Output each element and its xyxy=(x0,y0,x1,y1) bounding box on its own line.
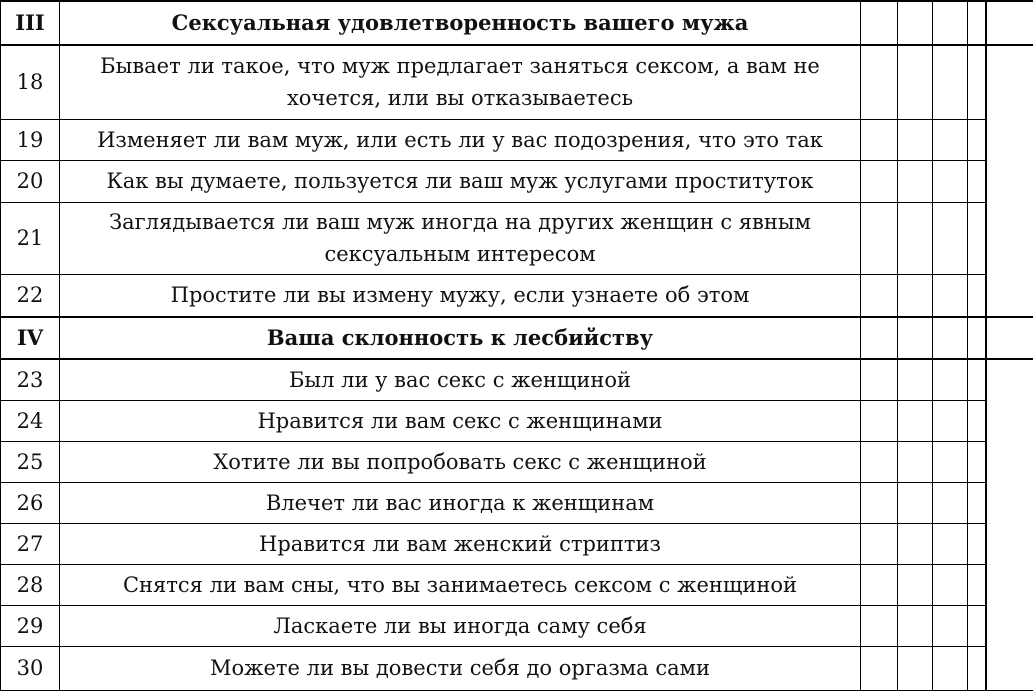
answer-cell[interactable] xyxy=(861,359,898,400)
answer-cell[interactable] xyxy=(898,274,933,317)
question-number: 21 xyxy=(1,202,60,274)
question-row xyxy=(1,400,1033,441)
answer-cell[interactable] xyxy=(968,400,986,441)
section-score-cell[interactable] xyxy=(986,45,1033,317)
question-row xyxy=(1,523,1033,564)
question-number: 29 xyxy=(1,605,60,646)
question-number: 27 xyxy=(1,523,60,564)
answer-cell[interactable] xyxy=(933,317,968,359)
question-number: 19 xyxy=(1,119,60,160)
answer-cell[interactable] xyxy=(968,482,986,523)
answer-cell[interactable] xyxy=(898,160,933,202)
section-header xyxy=(1,1,1033,45)
answer-cell[interactable] xyxy=(898,605,933,646)
answer-cell[interactable] xyxy=(861,564,898,605)
answer-cell[interactable] xyxy=(861,1,898,45)
answer-cell[interactable] xyxy=(861,317,898,359)
answer-cell[interactable] xyxy=(933,400,968,441)
question-text: Хотите ли вы попробовать секс с женщиной xyxy=(60,441,861,482)
answer-cell[interactable] xyxy=(861,400,898,441)
question-number: 28 xyxy=(1,564,60,605)
question-number: 30 xyxy=(1,646,60,690)
answer-cell[interactable] xyxy=(968,441,986,482)
section-number: IV xyxy=(1,317,60,359)
answer-cell[interactable] xyxy=(898,119,933,160)
section-score-cell[interactable] xyxy=(986,359,1033,690)
question-row xyxy=(1,45,1033,119)
question-number: 20 xyxy=(1,160,60,202)
question-row xyxy=(1,202,1033,274)
answer-cell[interactable] xyxy=(861,45,898,119)
answer-cell[interactable] xyxy=(861,202,898,274)
answer-cell[interactable] xyxy=(968,317,986,359)
answer-cell[interactable] xyxy=(898,441,933,482)
question-row xyxy=(1,160,1033,202)
answer-cell[interactable] xyxy=(898,646,933,690)
answer-cell[interactable] xyxy=(968,646,986,690)
answer-cell[interactable] xyxy=(861,482,898,523)
question-text: Бывает ли такое, что муж предлагает заняться сексом, а вам не хочется, или вы отказываетесь xyxy=(60,45,861,119)
question-number: 25 xyxy=(1,441,60,482)
answer-cell[interactable] xyxy=(861,646,898,690)
question-row xyxy=(1,441,1033,482)
answer-cell[interactable] xyxy=(933,482,968,523)
question-text: Заглядывается ли ваш муж иногда на других женщин с явным сексуальным интересом xyxy=(60,202,861,274)
section-number: III xyxy=(1,1,60,45)
answer-cell[interactable] xyxy=(861,119,898,160)
question-row xyxy=(1,564,1033,605)
question-text: Ласкаете ли вы иногда саму себя xyxy=(60,605,861,646)
section-header xyxy=(1,317,1033,359)
answer-cell[interactable] xyxy=(861,274,898,317)
question-text: Можете ли вы довести себя до оргазма сами xyxy=(60,646,861,690)
answer-cell[interactable] xyxy=(861,441,898,482)
answer-cell[interactable] xyxy=(933,119,968,160)
answer-cell[interactable] xyxy=(898,400,933,441)
question-number: 18 xyxy=(1,45,60,119)
answer-cell[interactable] xyxy=(898,482,933,523)
question-row xyxy=(1,274,1033,317)
question-row xyxy=(1,482,1033,523)
answer-cell[interactable] xyxy=(968,119,986,160)
answer-cell[interactable] xyxy=(968,160,986,202)
answer-cell[interactable] xyxy=(968,359,986,400)
answer-cell[interactable] xyxy=(968,45,986,119)
answer-cell[interactable] xyxy=(933,1,968,45)
answer-cell[interactable] xyxy=(968,202,986,274)
question-number: 26 xyxy=(1,482,60,523)
answer-cell[interactable] xyxy=(968,523,986,564)
answer-cell[interactable] xyxy=(968,274,986,317)
answer-cell[interactable] xyxy=(933,605,968,646)
answer-cell[interactable] xyxy=(898,45,933,119)
question-row xyxy=(1,646,1033,690)
answer-cell[interactable] xyxy=(898,317,933,359)
question-text: Снятся ли вам сны, что вы занимаетесь сексом с женщиной xyxy=(60,564,861,605)
question-number: 22 xyxy=(1,274,60,317)
question-text: Влечет ли вас иногда к женщинам xyxy=(60,482,861,523)
question-text: Простите ли вы измену мужу, если узнаете об этом xyxy=(60,274,861,317)
answer-cell[interactable] xyxy=(933,359,968,400)
answer-cell[interactable] xyxy=(933,441,968,482)
answer-cell[interactable] xyxy=(861,605,898,646)
question-text: Изменяет ли вам муж, или есть ли у вас подозрения, что это так xyxy=(60,119,861,160)
answer-cell[interactable] xyxy=(968,605,986,646)
question-row xyxy=(1,359,1033,400)
answer-cell[interactable] xyxy=(933,274,968,317)
answer-cell[interactable] xyxy=(898,202,933,274)
answer-cell[interactable] xyxy=(933,564,968,605)
score-cell[interactable] xyxy=(986,1,1033,45)
question-number: 23 xyxy=(1,359,60,400)
question-text: Был ли у вас секс с женщиной xyxy=(60,359,861,400)
question-text: Как вы думаете, пользуется ли ваш муж услугами проституток xyxy=(60,160,861,202)
answer-cell[interactable] xyxy=(968,1,986,45)
answer-cell[interactable] xyxy=(898,564,933,605)
answer-cell[interactable] xyxy=(933,45,968,119)
answer-cell[interactable] xyxy=(933,646,968,690)
section-title: Сексуальная удовлетворенность вашего мужа xyxy=(60,1,861,45)
answer-cell[interactable] xyxy=(933,202,968,274)
answer-cell[interactable] xyxy=(898,523,933,564)
question-number: 24 xyxy=(1,400,60,441)
answer-cell[interactable] xyxy=(968,564,986,605)
answer-cell[interactable] xyxy=(861,523,898,564)
answer-cell[interactable] xyxy=(933,523,968,564)
score-cell[interactable] xyxy=(986,317,1033,359)
answer-cell[interactable] xyxy=(898,359,933,400)
answer-cell[interactable] xyxy=(861,160,898,202)
question-row xyxy=(1,119,1033,160)
question-row xyxy=(1,605,1033,646)
answer-cell[interactable] xyxy=(898,1,933,45)
section-title: Ваша склонность к лесбийству xyxy=(60,317,861,359)
answer-cell[interactable] xyxy=(933,160,968,202)
question-text: Нравится ли вам женский стриптиз xyxy=(60,523,861,564)
question-text: Нравится ли вам секс с женщинами xyxy=(60,400,861,441)
